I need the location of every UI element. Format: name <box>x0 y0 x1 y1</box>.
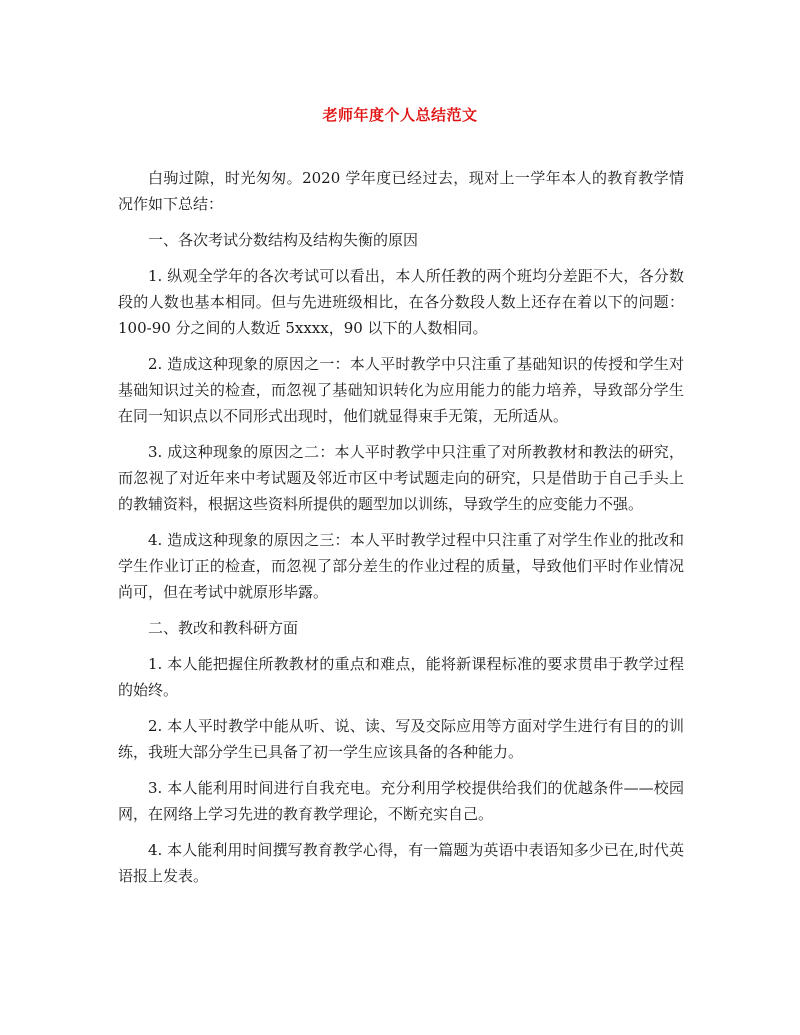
intro-paragraph: 白驹过隙，时光匆匆。2020 学年度已经过去，现对上一学年本人的教育教学情况作如下总结： <box>118 169 684 213</box>
paragraph-exam-point-3: 3. 成这种现象的原因之二：本人平时教学中只注重了对所教教材和教法的研究，而忽视了对近年来中考试题及邻近市区中考试题走向的研究，只是借助于自己手头上的教辅资料，根据这些资料所提供的题型加以训练，导致学生的应变能力不强。 <box>118 443 684 513</box>
paragraph-research-point-3: 3. 本人能利用时间进行自我充电。充分利用学校提供给我们的优越条件——校园网，在网络上学习先进的教育教学理论，不断充实自己。 <box>118 779 684 823</box>
paragraph-research-point-4: 4. 本人能利用时间撰写教育教学心得，有一篇题为英语中表语知多少已在,时代英语报上发表。 <box>118 841 684 885</box>
section-heading-exam-results: 一、各次考试分数结构及结构失衡的原因 <box>148 231 419 249</box>
paragraph-exam-point-1: 1. 纵观全学年的各次考试可以看出，本人所任教的两个班均分差距不大，各分数段的人数也基本相同。但与先进班级相比，在各分数段人数上还存在着以下的问题：100-90 分之间的人数近 5xxxx，90 以下的人数相同。 <box>118 267 684 337</box>
paragraph-research-point-1: 1. 本人能把握住所教教材的重点和难点，能将新课程标准的要求贯串于教学过程的始终。 <box>118 655 684 699</box>
paragraph-exam-point-2: 2. 造成这种现象的原因之一：本人平时教学中只注重了基础知识的传授和学生对基础知识过关的检查，而忽视了基础知识转化为应用能力的能力培养，导致部分学生在同一知识点以不同形式出现时，他们就显得束手无策，无所适从。 <box>118 355 684 425</box>
section-heading-teaching-research: 二、教改和教科研方面 <box>148 619 299 637</box>
document-body <box>118 165 684 899</box>
paragraph-exam-point-4: 4. 造成这种现象的原因之三：本人平时教学过程中只注重了对学生作业的批改和学生作业订正的检查，而忽视了部分差生的作业过程的质量，导致他们平时作业情况尚可，但在考试中就原形毕露。 <box>118 531 684 601</box>
document-title: 老师年度个人总结范文 <box>322 106 478 124</box>
paragraph-research-point-2: 2. 本人平时教学中能从听、说、读、写及交际应用等方面对学生进行有目的的训练，我班大部分学生已具备了初一学生应该具备的各种能力。 <box>118 717 684 761</box>
